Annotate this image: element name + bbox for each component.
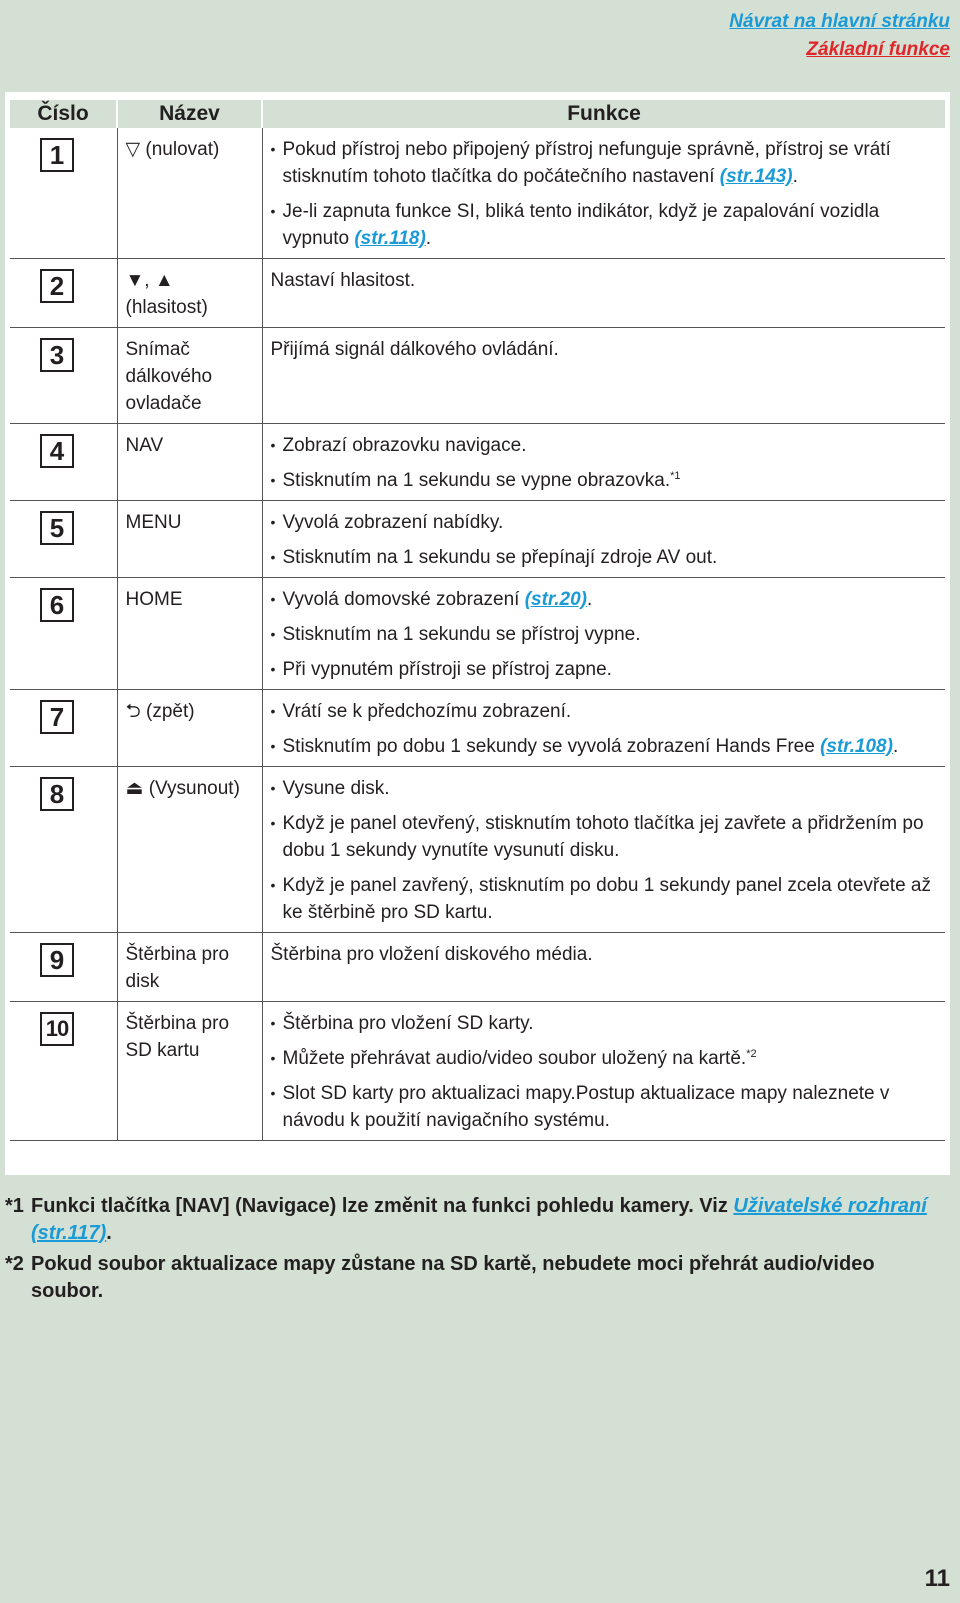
row-number-badge: 6 <box>40 588 74 622</box>
row-function-cell <box>262 578 945 690</box>
user-interface-link[interactable]: Uživatelské rozhraní (str.117) <box>31 1195 927 1244</box>
table-row <box>10 424 945 501</box>
row-name-text: (hlasitost) <box>125 297 208 318</box>
function-table <box>10 100 945 1141</box>
row-name-cell <box>117 501 262 578</box>
page-reference-link[interactable]: (str.108) <box>820 736 893 757</box>
row-function-cell <box>262 501 945 578</box>
footnote-marker: *1 <box>670 470 681 482</box>
row-function-cell <box>262 328 945 424</box>
footnote-mark: *2 <box>5 1253 24 1275</box>
row-function-cell <box>262 690 945 767</box>
function-list <box>271 136 936 252</box>
row-number-cell <box>10 767 117 933</box>
row-name-text: HOME <box>125 589 183 610</box>
row-number-cell <box>10 1002 117 1141</box>
table-row <box>10 328 945 424</box>
table-row <box>10 259 945 328</box>
row-number-cell <box>10 933 117 1002</box>
function-item: • Zobrazí obrazovku navigace. <box>271 432 936 459</box>
row-number-badge: 9 <box>40 943 74 977</box>
function-item: • Vysune disk. <box>271 775 936 802</box>
table-row <box>10 501 945 578</box>
table-row <box>10 690 945 767</box>
row-function-cell <box>262 128 945 259</box>
row-number-cell <box>10 578 117 690</box>
row-name-cell <box>117 128 262 259</box>
function-list <box>271 775 936 926</box>
page-reference-link[interactable]: (str.20) <box>524 589 588 610</box>
function-item: • Stisknutím po dobu 1 sekundy se vyvolá zobrazení Hands Free (str.108). <box>271 733 936 760</box>
header-function: Funkce <box>262 100 945 128</box>
footnote: *2 Pokud soubor aktualizace mapy zůstane na SD kartě, nebudete moci přehrát audio/video soubor. <box>5 1253 875 1302</box>
row-name-cell <box>117 578 262 690</box>
row-number-cell <box>10 128 117 259</box>
function-item: • Stisknutím na 1 sekundu se přístroj vypne. <box>271 621 936 648</box>
function-text: Štěrbina pro vložení diskového média. <box>270 944 593 965</box>
row-name-text: ⏏ (Vysunout) <box>125 778 240 799</box>
table-row <box>10 578 945 690</box>
row-name-cell <box>117 933 262 1002</box>
function-item: • Vrátí se k předchozímu zobrazení. <box>271 698 936 725</box>
function-item: • Vyvolá domovské zobrazení (str.20). <box>271 586 936 613</box>
function-item: • Při vypnutém přístroji se přístroj zapne. <box>271 656 936 683</box>
footnote-marker: *2 <box>746 1048 757 1060</box>
row-number-cell <box>10 259 117 328</box>
row-name-text: Štěrbina pro SD kartu <box>125 1013 230 1061</box>
table-row <box>10 128 945 259</box>
row-number-cell <box>10 328 117 424</box>
row-name-text: NAV <box>125 435 164 456</box>
table-row <box>10 767 945 933</box>
function-text: Přijímá signál dálkového ovládání. <box>270 339 559 360</box>
function-item: • Štěrbina pro vložení SD karty. <box>271 1010 936 1037</box>
row-number-cell <box>10 501 117 578</box>
page-reference-link[interactable]: (str.118) <box>354 228 426 249</box>
page-reference-link[interactable]: (str.143) <box>719 166 793 187</box>
row-name-cell <box>117 1002 262 1141</box>
row-number-badge: 5 <box>40 511 74 545</box>
function-item: • Když je panel otevřený, stisknutím tohoto tlačítka jej zavřete a přidržením po dobu 1 sekundy vynutíte vysunutí disku. <box>271 810 936 864</box>
row-number-cell <box>10 690 117 767</box>
function-item: • Když je panel zavřený, stisknutím po dobu 1 sekundy panel zcela otevřete až ke štěrbině pro SD kartu. <box>271 872 936 926</box>
function-list <box>271 1010 936 1134</box>
function-list <box>271 586 936 683</box>
row-number-badge: 7 <box>40 700 74 734</box>
row-number-badge: 8 <box>40 777 74 811</box>
row-number-cell <box>10 424 117 501</box>
row-name-text: MENU <box>125 512 182 533</box>
function-table-panel <box>5 92 950 1175</box>
row-function-cell <box>262 933 945 1002</box>
function-item: • Je-li zapnuta funkce SI, bliká tento indikátor, když je zapalování vozidla vypnuto (str.118). <box>271 198 936 252</box>
row-name-cell <box>117 767 262 933</box>
row-name-text: ▽ (nulovat) <box>125 139 220 160</box>
row-name-text: Snímač dálkového ovladače <box>125 339 213 414</box>
function-item: • Můžete přehrávat audio/video soubor uložený na kartě.$^{*2}$ <box>271 1045 936 1072</box>
row-name-text: Štěrbina pro disk <box>125 944 230 992</box>
row-number-badge: 4 <box>40 434 74 468</box>
function-item: • Pokud přístroj nebo připojený přístroj nefunguje správně, přístroj se vrátí stisknutím tohoto tlačítka do počátečního nastavení (str.143). <box>271 136 936 190</box>
function-item: • Stisknutím na 1 sekundu se přepínají zdroje AV out. <box>271 544 936 571</box>
footnote-mark: *1 <box>5 1195 24 1217</box>
header-number: Číslo <box>10 100 117 128</box>
table-header-row <box>10 100 945 128</box>
header-name: Název <box>117 100 262 128</box>
function-list <box>271 509 936 571</box>
footnotes <box>5 1193 945 1309</box>
row-name-text: ⮌ (zpět) <box>125 701 195 722</box>
row-name-text: ▼, ▲ <box>125 270 174 291</box>
row-name-cell <box>117 424 262 501</box>
row-function-cell <box>262 259 945 328</box>
top-navigation <box>729 8 950 64</box>
row-number-badge: 3 <box>40 338 74 372</box>
basic-functions-link[interactable]: Základní funkce <box>806 39 950 60</box>
page-number: 11 <box>924 1565 950 1592</box>
row-number-badge: 10 <box>40 1012 74 1046</box>
row-name-cell <box>117 328 262 424</box>
row-number-badge: 1 <box>40 138 74 172</box>
function-item: • Stisknutím na 1 sekundu se vypne obrazovka.$^{*1}$ <box>271 467 936 494</box>
footnote: *1 Funkci tlačítka [NAV] (Navigace) lze změnit na funkci pohledu kamery. Viz Uživatelské rozhraní (str.117). <box>5 1195 927 1244</box>
table-row <box>10 1002 945 1141</box>
row-number-badge: 2 <box>40 269 74 303</box>
function-list <box>271 432 936 494</box>
function-item: • Vyvolá zobrazení nabídky. <box>271 509 936 536</box>
row-function-cell <box>262 767 945 933</box>
row-name-cell <box>117 690 262 767</box>
function-text: Nastaví hlasitost. <box>270 270 416 291</box>
main-page-link[interactable]: Návrat na hlavní stránku <box>729 11 950 32</box>
row-function-cell <box>262 1002 945 1141</box>
row-function-cell <box>262 424 945 501</box>
function-list <box>271 698 936 760</box>
table-row <box>10 933 945 1002</box>
function-item: • Slot SD karty pro aktualizaci mapy.Postup aktualizace mapy naleznete v návodu k použití navigačního systému. <box>271 1080 936 1134</box>
row-name-cell <box>117 259 262 328</box>
